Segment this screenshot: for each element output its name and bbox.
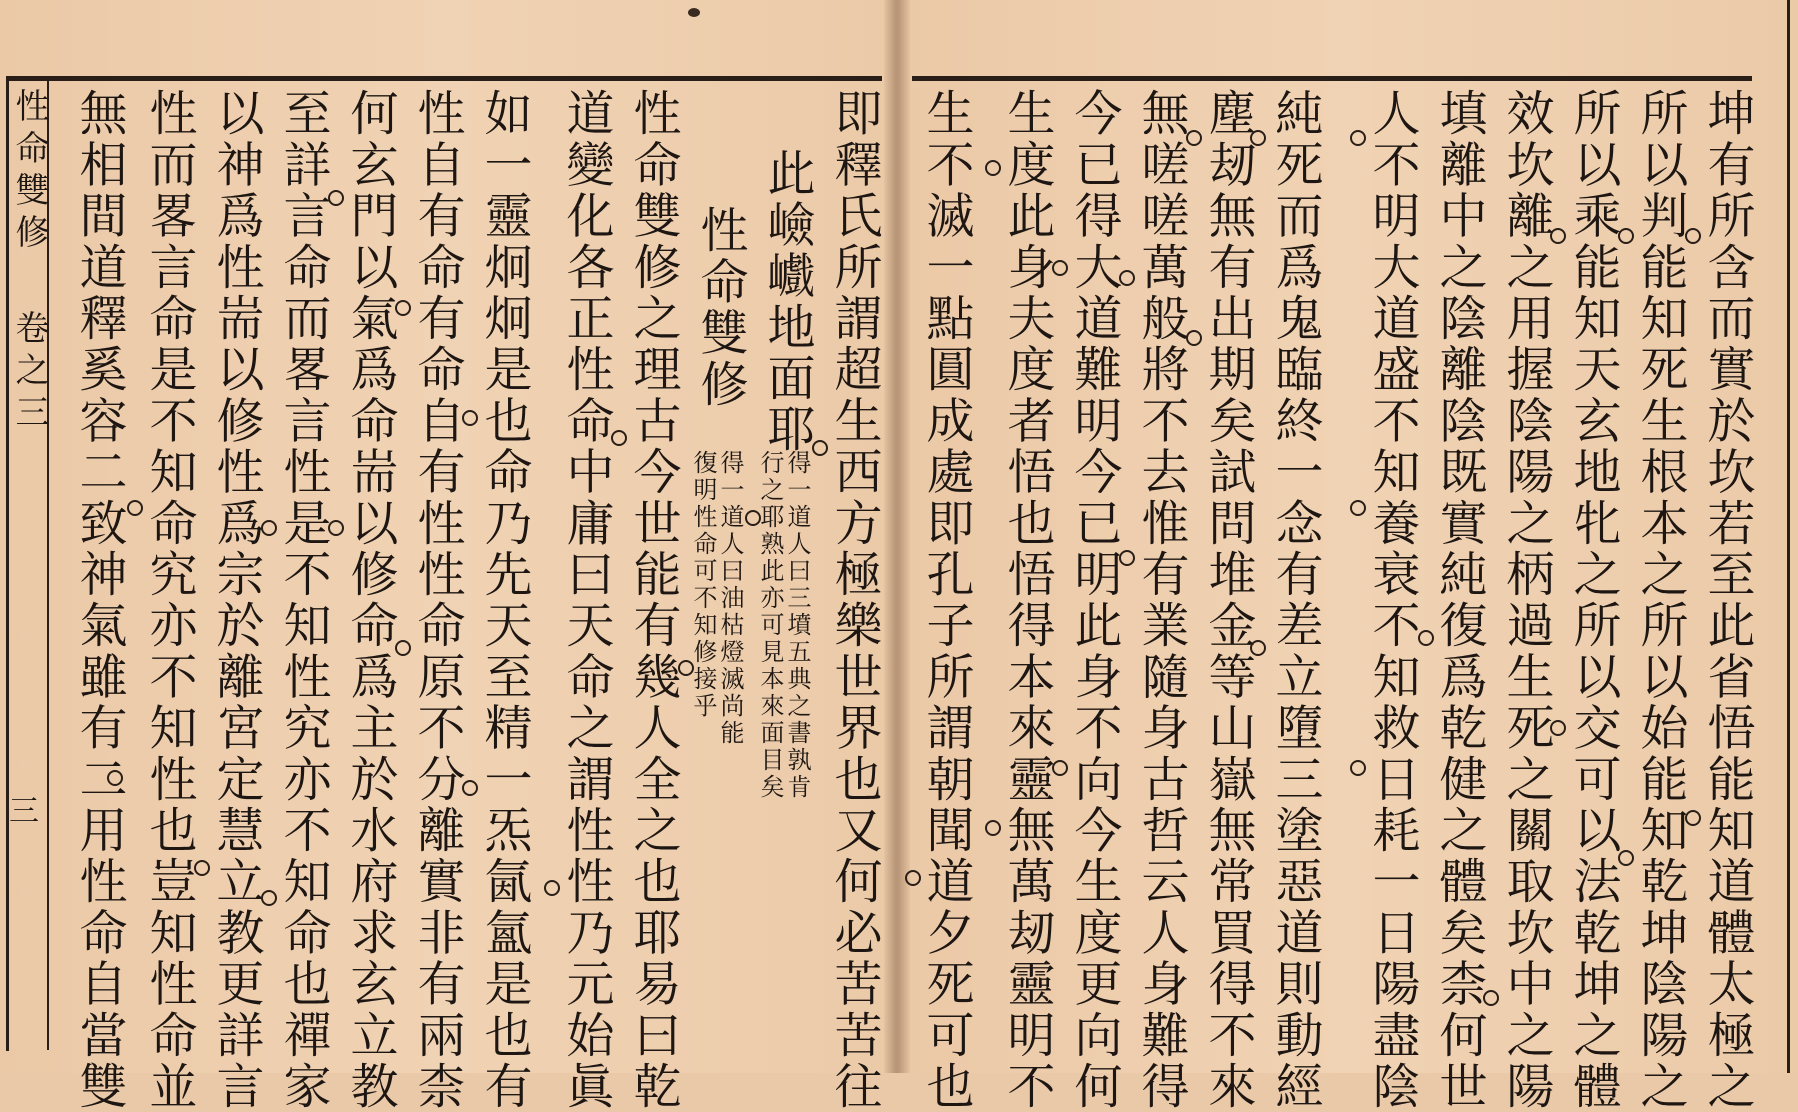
punctuation-mark (1350, 500, 1366, 516)
punctuation-mark (1186, 330, 1202, 346)
text-column: 即釋氏所謂超生西方極樂世界也又何必苦苦往 (826, 88, 882, 1112)
text-column: 無嗟嗟萬般將不去惟有業隨身古哲云人身難得 (1133, 88, 1189, 1112)
text-column: 所以判能知死生根本之所以始能知乾坤陰陽之 (1632, 88, 1688, 1112)
punctuation-mark (127, 500, 143, 516)
punctuation-mark (194, 860, 210, 876)
punctuation-mark (611, 430, 627, 446)
commentary-line: 得一道人曰三墳五典之書孰肯 (783, 450, 811, 801)
punctuation-mark (1052, 260, 1068, 276)
text-column: 塵刼無有出期矣試問堆金等山嶽無常買得不來 (1200, 88, 1256, 1112)
punctuation-mark (544, 880, 560, 896)
text-column: 至詳言命而畧言性是不知性究亦不知命也禪家 (275, 88, 331, 1112)
text-column: 坤有所含而實於坎若至此省悟能知道體太極之 (1699, 88, 1755, 1112)
text-column: 無相間道釋奚容二致神氣雖有二用性命自當雙 (71, 88, 127, 1112)
text-column: 今已得大道難明今已明此身不向今生度更向何 (1066, 88, 1122, 1112)
punctuation-mark (1350, 130, 1366, 146)
left-top-rule (6, 76, 882, 81)
punctuation-mark (1119, 270, 1135, 286)
punctuation-mark (1685, 228, 1701, 244)
punctuation-mark (261, 890, 277, 906)
text-column: 性而畧言命是不知命究亦不知性也豈知性命並 (141, 88, 197, 1112)
text-column: 所以乘能知天玄地牝之所以交可以法乾坤之體 (1565, 88, 1621, 1112)
punctuation-mark (1052, 760, 1068, 776)
margin-title: 性命雙修 (9, 88, 49, 256)
punctuation-mark (1685, 810, 1701, 826)
punctuation-mark (462, 410, 478, 426)
text-column: 此嶮巇地面耶 (759, 148, 815, 456)
text-column: 人不明大道盛不知養衰不知救日耗一日陽盡陰 (1364, 88, 1420, 1112)
punctuation-mark (985, 820, 1001, 836)
commentary-line: 得一道人曰油枯燈滅尚能 (716, 450, 744, 747)
punctuation-mark (107, 770, 123, 786)
text-column: 何玄門以氣爲命耑以修命爲主於水府求玄立教 (342, 88, 398, 1112)
punctuation-mark (1618, 850, 1634, 866)
margin-volume: 卷之三 (9, 310, 49, 436)
punctuation-mark (1618, 228, 1634, 244)
ink-spot (688, 8, 700, 17)
text-column: 填離中之陰離陰既實純復爲乾健之體矣柰何世 (1431, 88, 1487, 1112)
punctuation-mark (1350, 760, 1366, 776)
punctuation-mark (328, 190, 344, 206)
punctuation-mark (1418, 630, 1434, 646)
punctuation-mark (812, 440, 828, 456)
punctuation-mark (1250, 130, 1266, 146)
commentary-line: 復明性命可不知修接乎 (689, 450, 717, 720)
punctuation-mark (395, 300, 411, 316)
punctuation-mark (462, 780, 478, 796)
right-outer-rule (1787, 0, 1790, 1073)
punctuation-mark (328, 520, 344, 536)
punctuation-mark (745, 510, 761, 526)
punctuation-mark (985, 160, 1001, 176)
punctuation-mark (261, 520, 277, 536)
text-column: 性命雙修之理古今世能有幾人全之也耶易曰乾 (625, 88, 681, 1112)
right-top-rule (912, 76, 1752, 81)
punctuation-mark (395, 640, 411, 656)
text-column: 生度此身夫度者悟也悟得本來靈無萬刼靈明不 (999, 88, 1055, 1112)
punctuation-mark (1119, 550, 1135, 566)
commentary-line: 行之耶熟此亦可見本來面目矣 (756, 450, 784, 801)
text-column: 效坎離之用握陰陽之柄過生死之關取坎中之陽 (1498, 88, 1554, 1112)
text-column: 性自有命有命自有性性命原不分離實非有兩柰 (409, 88, 465, 1112)
text-column: 純死而爲鬼臨終一念有差立墮三塗惡道則動經 (1267, 88, 1323, 1112)
punctuation-mark (905, 870, 921, 886)
section-title: 性命雙修 (692, 205, 748, 410)
page-number: 三 (9, 794, 39, 829)
punctuation-mark (678, 660, 694, 676)
book-gutter (884, 0, 910, 1073)
punctuation-mark (1186, 130, 1202, 146)
text-column: 生不滅一點圓成處即孔子所謂朝聞道夕死可也 (918, 88, 974, 1112)
text-column: 以神爲性耑以修性爲宗於離宮定慧立教更詳言 (208, 88, 264, 1112)
text-column: 如一靈炯炯是也命乃先天至精一炁氤氳是也有 (476, 88, 532, 1112)
text-column: 道變化各正性命中庸曰天命之謂性性乃元始眞 (558, 88, 614, 1112)
punctuation-mark (1550, 720, 1566, 736)
punctuation-mark (1483, 990, 1499, 1006)
punctuation-mark (1250, 640, 1266, 656)
punctuation-mark (1550, 228, 1566, 244)
